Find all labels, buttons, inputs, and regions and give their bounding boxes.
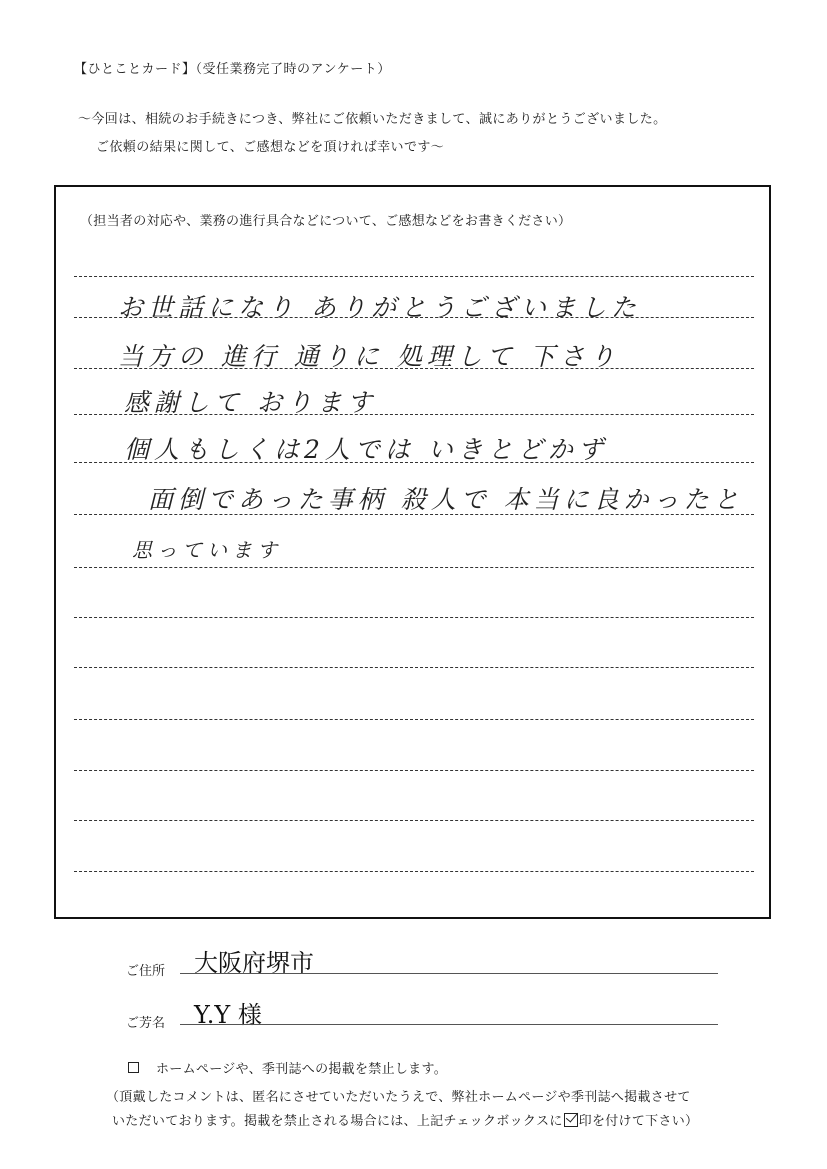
checkbox-label: ホームページや、季刊誌への掲載を禁止します。 xyxy=(156,1062,448,1077)
name-value: Y.Y 様 xyxy=(194,1001,262,1029)
publish-prohibit-checkbox[interactable] xyxy=(128,1062,139,1073)
address-underline xyxy=(180,973,718,974)
writing-rule xyxy=(74,820,754,821)
writing-rule xyxy=(74,667,754,668)
writing-rule xyxy=(74,770,754,771)
writing-rule xyxy=(74,276,754,277)
writing-rule xyxy=(74,871,754,872)
comment-instruction: （担当者の対応や、業務の進行具合などについて、ご感想などをお書きください） xyxy=(80,214,572,229)
handwritten-line: 面倒であった事柄 殺人で 本当に良かったと xyxy=(148,485,744,514)
writing-rule xyxy=(74,719,754,720)
handwritten-line: 思っています xyxy=(132,538,282,562)
intro-line-1: ～今回は、相続のお手続きにつき、弊社にご依頼いただきまして、誠にありがとうございました。 xyxy=(78,112,667,127)
check-mark-icon xyxy=(564,1113,578,1127)
address-value: 大阪府堺市 xyxy=(194,949,314,977)
footer-note-line-2 xyxy=(112,1110,698,1129)
intro-line-2: ご依頼の結果に関して、ご感想などを頂ければ幸いです～ xyxy=(96,140,445,155)
address-label: ご住所 xyxy=(126,964,166,979)
writing-rule xyxy=(74,617,754,618)
writing-rule xyxy=(74,567,754,568)
handwritten-line: 感謝して おります xyxy=(124,388,377,417)
footer-note-line-2a: いただいております。掲載を禁止される場合には、上記チェックボックスに xyxy=(112,1114,563,1129)
footer-note-line-1: （頂戴したコメントは、匿名にさせていただいたうえで、弊社ホームページや季刊誌へ掲載させて xyxy=(106,1090,691,1105)
name-label: ご芳名 xyxy=(126,1016,166,1031)
handwritten-line: お世話になり ありがとうございました xyxy=(118,293,641,322)
handwritten-line: 当方の 進行 通りに 処理して 下さり xyxy=(118,342,620,371)
handwritten-line: 個人もしくは2人では いきとどかず xyxy=(124,435,608,464)
name-underline xyxy=(180,1024,718,1025)
footer-note-line-2b: 印を付けて下さい） xyxy=(578,1114,699,1129)
card-title: 【ひとことカード】（受任業務完了時のアンケート） xyxy=(74,62,391,77)
